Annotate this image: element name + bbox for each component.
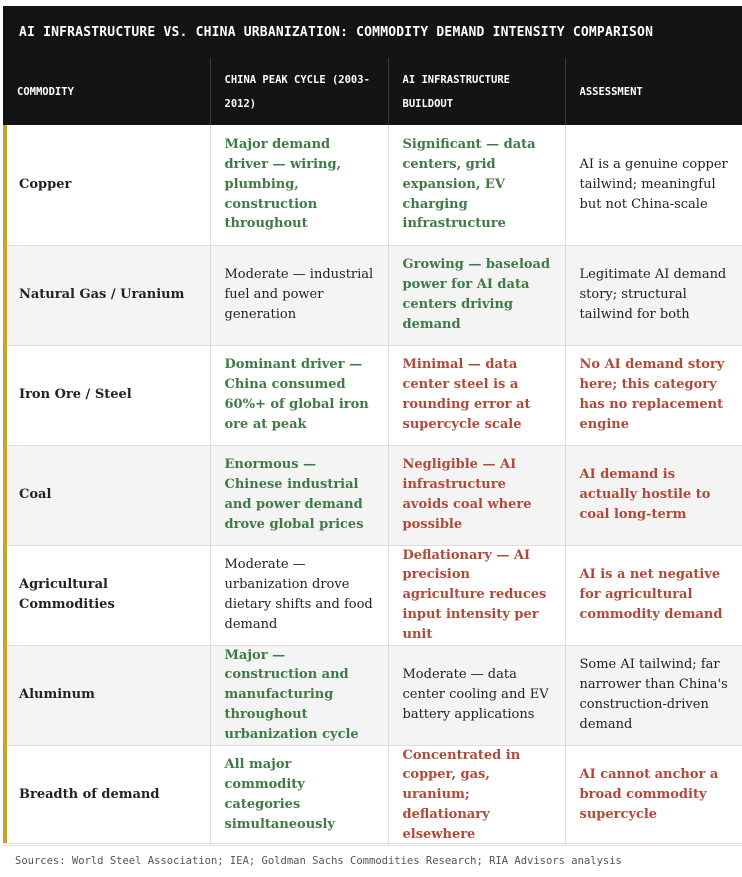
- table-title: AI INFRASTRUCTURE VS. CHINA URBANIZATION: COMMODITY DEMAND INTENSITY COMPARISON: [3, 6, 742, 58]
- table-row: [3, 745, 742, 845]
- header-assessment: ASSESSMENT: [565, 58, 742, 125]
- table-row: [3, 645, 742, 745]
- commodity-cell: Natural Gas / Uranium: [3, 245, 210, 345]
- table-row: [3, 125, 742, 245]
- china-cycle-cell: Major demand driver — wiring, plumbing, construction throughout: [210, 125, 388, 245]
- assessment-cell: AI is a net negative for agricultural commodity demand: [565, 545, 742, 645]
- commodity-cell: Agricultural Commodities: [3, 545, 210, 645]
- header-ai-infrastructure: AI INFRASTRUCTURE BUILDOUT: [388, 58, 565, 125]
- commodity-cell: Iron Ore / Steel: [3, 345, 210, 445]
- china-cycle-cell: Major — construction and manufacturing throughout urbanization cycle: [210, 645, 388, 745]
- assessment-cell: Some AI tailwind; far narrower than China's construction-driven demand: [565, 645, 742, 745]
- china-cycle-cell: Moderate — industrial fuel and power generation: [210, 245, 388, 345]
- assessment-cell: AI demand is actually hostile to coal long-term: [565, 445, 742, 545]
- assessment-cell: No AI demand story here; this category has no replacement engine: [565, 345, 742, 445]
- ai-buildout-cell: Significant — data centers, grid expansion, EV charging infrastructure: [388, 125, 565, 245]
- table-row: [3, 345, 742, 445]
- table-row: [3, 545, 742, 645]
- header-commodity: COMMODITY: [3, 58, 210, 125]
- source-note: Sources: World Steel Association; IEA; Goldman Sachs Commodities Research; RIA Advisors analysis: [3, 843, 742, 877]
- commodity-cell: Aluminum: [3, 645, 210, 745]
- commodity-cell: Copper: [3, 125, 210, 245]
- assessment-cell: AI cannot anchor a broad commodity supercycle: [565, 745, 742, 845]
- ai-buildout-cell: Moderate — data center cooling and EV battery applications: [388, 645, 565, 745]
- assessment-cell: AI is a genuine copper tailwind; meaningful but not China-scale: [565, 125, 742, 245]
- ai-buildout-cell: Deflationary — AI precision agriculture reduces input intensity per unit: [388, 545, 565, 645]
- commodity-cell: Coal: [3, 445, 210, 545]
- accent-bar: [3, 125, 7, 843]
- ai-buildout-cell: Concentrated in copper, gas, uranium; deflationary elsewhere: [388, 745, 565, 845]
- china-cycle-cell: Moderate — urbanization drove dietary shifts and food demand: [210, 545, 388, 645]
- commodity-cell: Breadth of demand: [3, 745, 210, 845]
- assessment-cell: Legitimate AI demand story; structural tailwind for both: [565, 245, 742, 345]
- table-row: [3, 445, 742, 545]
- china-cycle-cell: All major commodity categories simultaneously: [210, 745, 388, 845]
- ai-buildout-cell: Minimal — data center steel is a rounding error at supercycle scale: [388, 345, 565, 445]
- ai-buildout-cell: Growing — baseload power for AI data centers driving demand: [388, 245, 565, 345]
- commodity-comparison-table: [3, 58, 742, 846]
- china-cycle-cell: Dominant driver — China consumed 60%+ of global iron ore at peak: [210, 345, 388, 445]
- ai-buildout-cell: Negligible — AI infrastructure avoids coal where possible: [388, 445, 565, 545]
- china-cycle-cell: Enormous — Chinese industrial and power demand drove global prices: [210, 445, 388, 545]
- table-header-row: [3, 58, 742, 125]
- header-china-peak-cycle: CHINA PEAK CYCLE (2003-2012): [210, 58, 388, 125]
- table-row: [3, 245, 742, 345]
